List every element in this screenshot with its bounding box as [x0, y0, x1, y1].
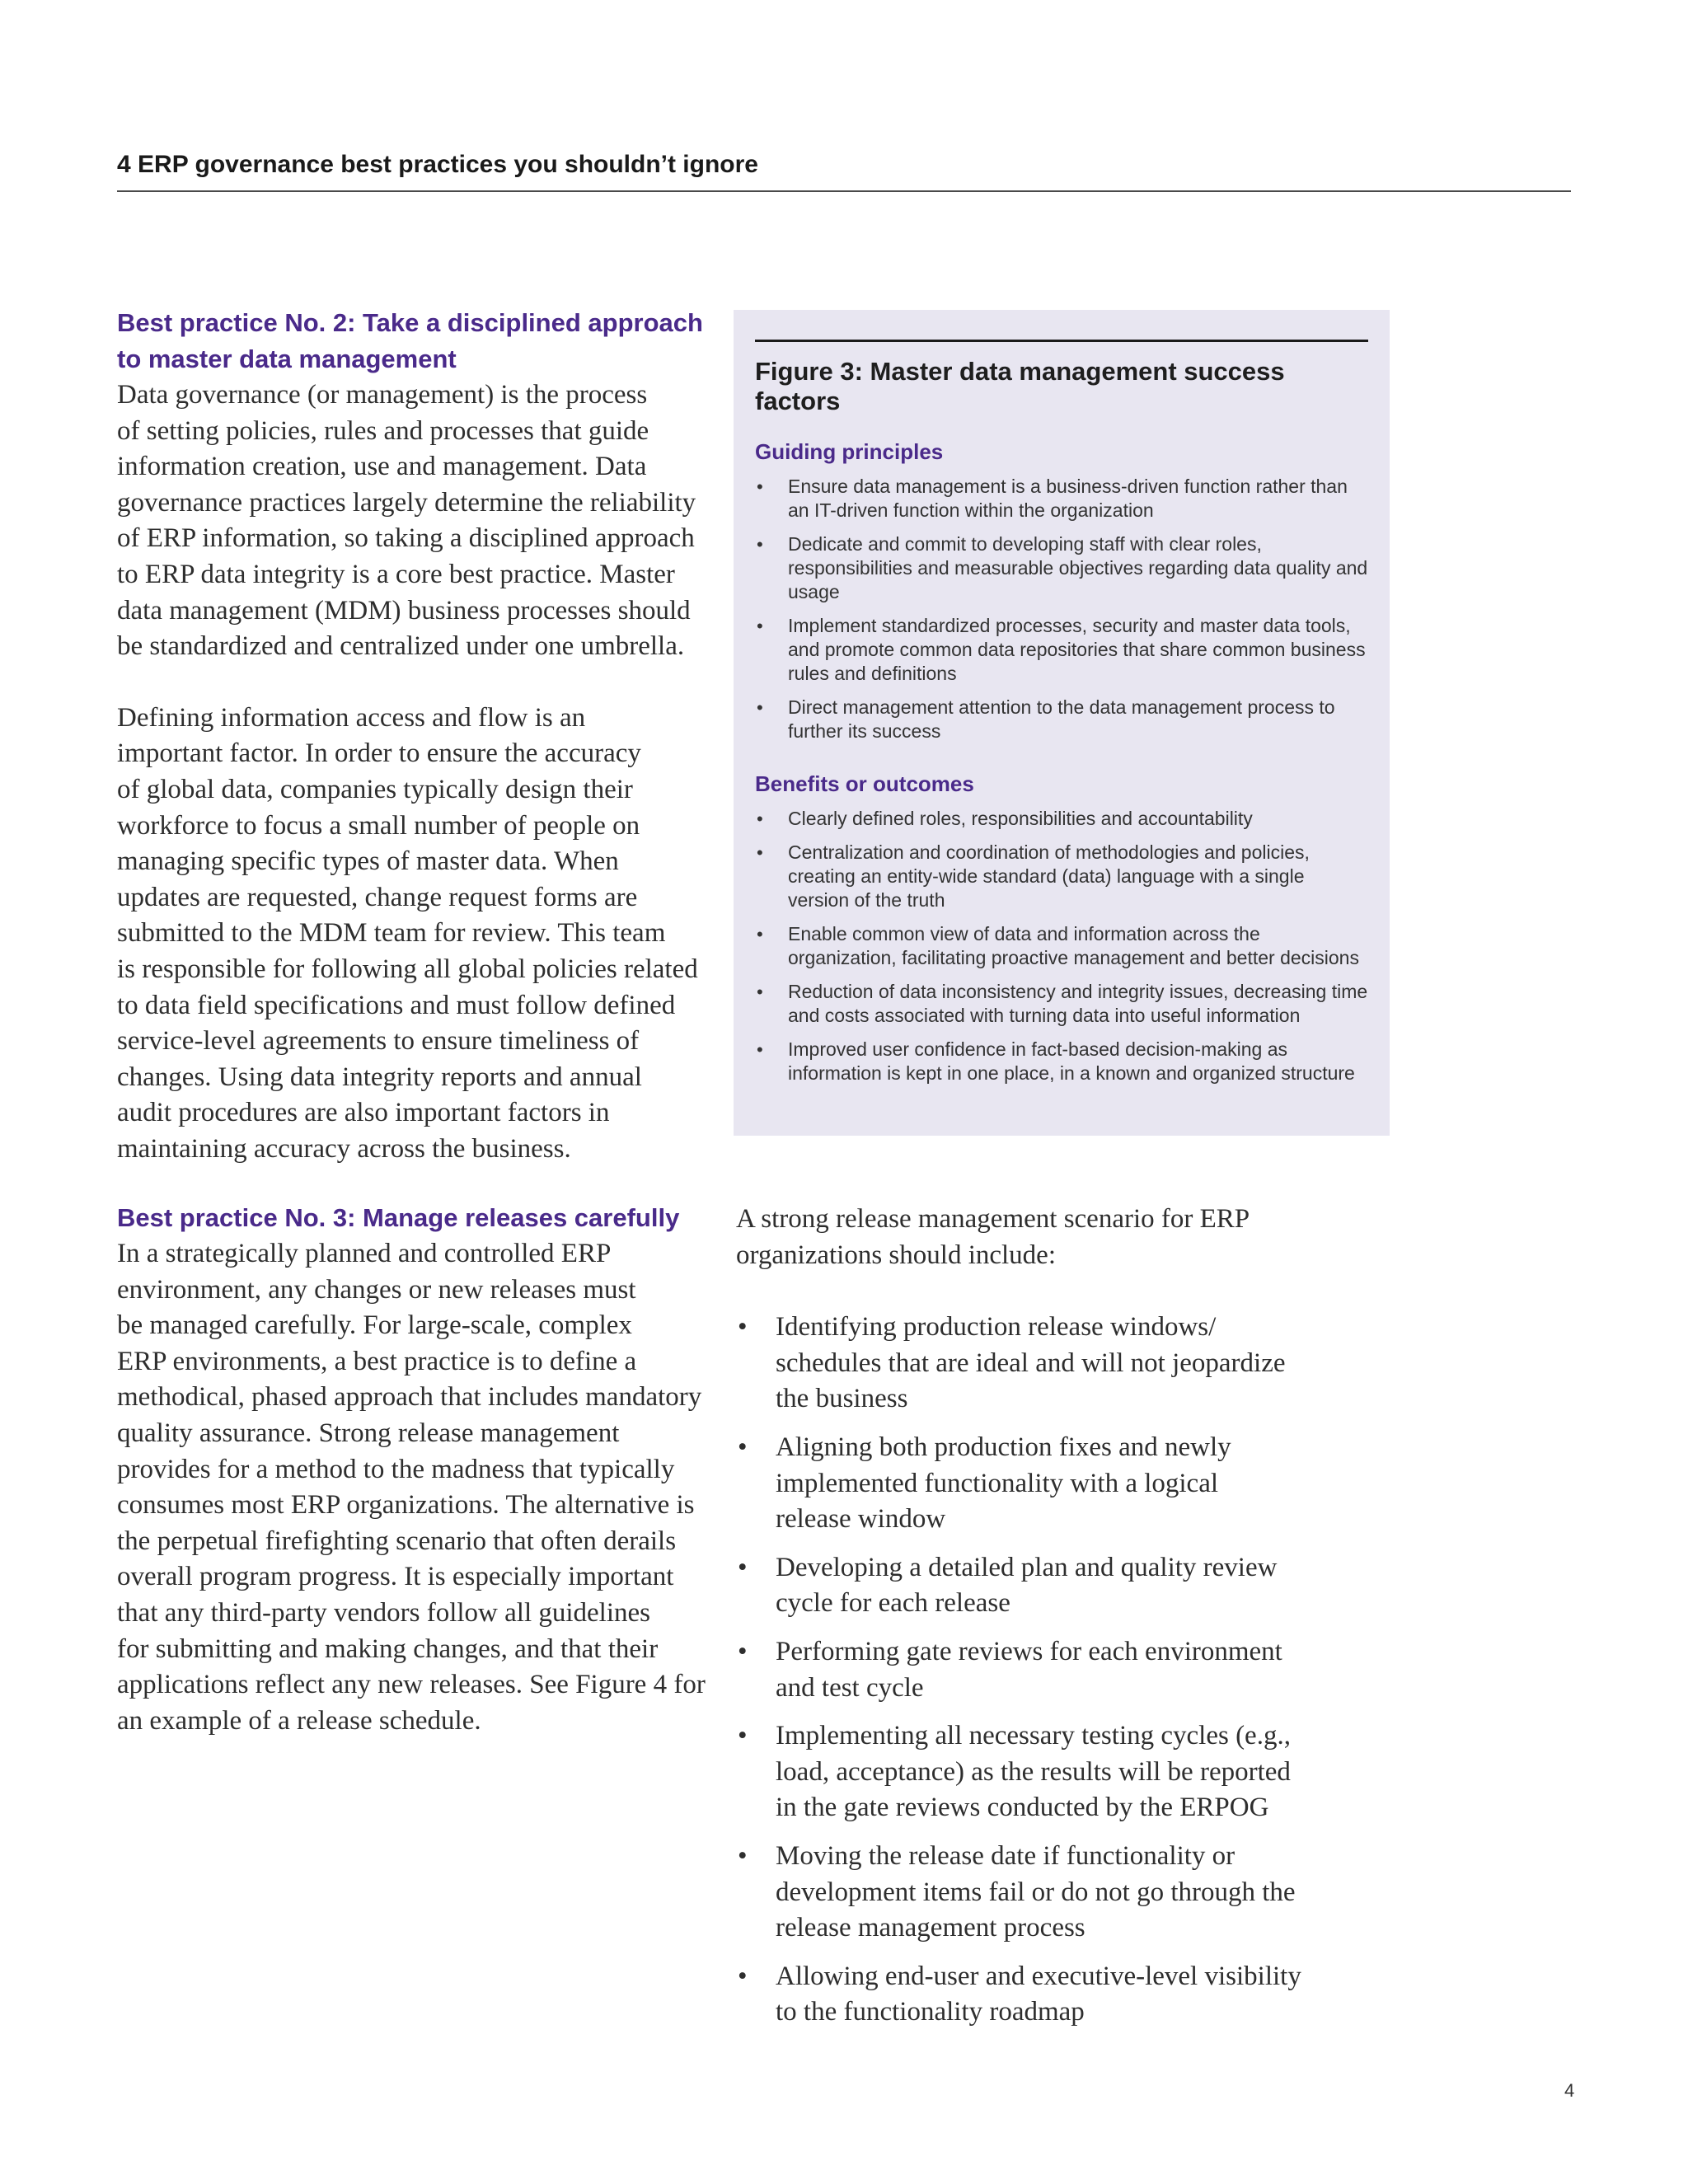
text-line: ERP environments, a best practice is to define a	[117, 1346, 637, 1376]
bullet-icon: •	[738, 1721, 748, 1751]
guiding-principles-list	[755, 475, 1368, 743]
text-line: service-level agreements to ensure timeliness of	[117, 1026, 640, 1057]
list-item	[736, 1430, 1346, 1538]
text-line: in the gate reviews conducted by the ERPOG	[776, 1793, 1269, 1823]
page-number: 4	[1564, 2080, 1575, 2101]
text-line: to the functionality roadmap	[776, 1997, 1085, 2027]
release-intro	[736, 1202, 1346, 1273]
list-item-text: Implement standardized processes, security and master data tools, and promote common data repositories that share common business rules and definitions	[788, 615, 1366, 684]
list-item	[755, 532, 1368, 604]
text-line: to data field specifications and must follow defined	[117, 990, 676, 1020]
text-line: organizations should include:	[736, 1240, 1056, 1270]
bullet-icon: •	[757, 982, 763, 1002]
figure-3-title: Figure 3: Master data management success factors	[755, 357, 1285, 415]
best-practice-3-section	[117, 1200, 710, 1739]
text-line: Performing gate reviews for each environment	[776, 1636, 1282, 1666]
header-divider	[117, 190, 1571, 192]
bullet-icon: •	[757, 476, 763, 497]
bullet-icon: •	[738, 1840, 748, 1871]
bullet-icon: •	[757, 842, 763, 863]
text-line: environment, any changes or new releases must	[117, 1274, 636, 1305]
text-line: Aligning both production fixes and newly	[776, 1432, 1231, 1462]
list-item	[736, 1310, 1346, 1418]
text-line: Defining information access and flow is an	[117, 702, 586, 733]
list-item	[736, 1634, 1346, 1706]
list-item-text: Reduction of data inconsistency and integrity issues, decreasing time and costs associated with turning data into useful information	[788, 981, 1368, 1026]
text-line: updates are requested, change request forms are	[117, 882, 638, 912]
list-item	[755, 980, 1368, 1028]
best-practice-2-heading-line-1: Best practice No. 2: Take a disciplined approach	[117, 308, 703, 337]
text-line: overall program progress. It is especially important	[117, 1562, 674, 1592]
text-line: workforce to focus a small number of people on	[117, 810, 640, 841]
text-line: governance practices largely determine the reliability	[117, 487, 696, 518]
figure-3-box	[734, 310, 1390, 1136]
text-line: and test cycle	[776, 1672, 924, 1703]
best-practice-2-paragraph-1	[117, 377, 710, 665]
text-line: managing specific types of master data. When	[117, 846, 619, 877]
list-item	[736, 1550, 1346, 1622]
text-line: schedules that are ideal and will not jeopardize	[776, 1347, 1286, 1378]
bullet-icon: •	[738, 1961, 748, 1991]
text-line: Implementing all necessary testing cycles (e.g.,	[776, 1721, 1291, 1751]
text-line: Identifying production release windows/	[776, 1312, 1217, 1343]
text-line: of setting policies, rules and processes that guide	[117, 415, 649, 446]
text-line: load, acceptance) as the results will be reported	[776, 1756, 1291, 1787]
best-practice-2-heading-line-2: to master data management	[117, 344, 457, 373]
text-line: changes. Using data integrity reports and annual	[117, 1062, 642, 1092]
text-line: that any third-party vendors follow all guidelines	[117, 1597, 651, 1628]
list-item	[755, 614, 1368, 686]
text-line: methodical, phased approach that includes mandatory	[117, 1382, 702, 1413]
list-item	[755, 475, 1368, 523]
text-line: important factor. In order to ensure the accuracy	[117, 738, 641, 769]
list-item	[755, 696, 1368, 743]
list-item	[755, 1038, 1368, 1085]
best-practice-3-paragraph	[117, 1236, 710, 1739]
text-line: audit procedures are also important factors in	[117, 1098, 610, 1128]
text-line: the business	[776, 1384, 908, 1414]
text-line: release window	[776, 1504, 946, 1535]
text-line: release management process	[776, 1913, 1085, 1943]
page-header-title: 4 ERP governance best practices you shouldn’t ignore	[117, 151, 758, 178]
text-line: quality assurance. Strong release management	[117, 1418, 620, 1448]
list-item	[736, 1959, 1346, 2031]
text-line: of ERP information, so taking a disciplined approach	[117, 523, 695, 554]
bullet-icon: •	[738, 1552, 748, 1582]
text-line: maintaining accuracy across the business.	[117, 1133, 571, 1164]
text-line: is responsible for following all global policies related	[117, 954, 698, 984]
bullet-icon: •	[757, 616, 763, 636]
list-item-text: Dedicate and commit to developing staff with clear roles, responsibilities and measurable objectives regarding data quality and usage	[788, 533, 1368, 602]
bullet-icon: •	[757, 808, 763, 829]
text-line: of global data, companies typically design their	[117, 774, 633, 804]
text-line: information creation, use and management. Data	[117, 452, 647, 482]
text-line: applications reflect any new releases. See Figure 4 for	[117, 1670, 706, 1700]
bullet-icon: •	[738, 1312, 748, 1343]
list-item	[755, 841, 1368, 912]
list-item	[755, 807, 1368, 831]
text-line: implemented functionality with a logical	[776, 1468, 1219, 1498]
text-line: be standardized and centralized under one umbrella.	[117, 631, 685, 662]
text-line: development items fail or do not go through the	[776, 1877, 1296, 1907]
text-line: to ERP data integrity is a core best practice. Master	[117, 559, 675, 589]
text-line: Allowing end-user and executive-level visibility	[776, 1961, 1301, 1991]
text-line: Developing a detailed plan and quality review	[776, 1552, 1278, 1582]
text-line: be managed carefully. For large-scale, complex	[117, 1310, 632, 1341]
list-item	[736, 1839, 1346, 1947]
benefits-outcomes-list	[755, 807, 1368, 1085]
list-item-text: Clearly defined roles, responsibilities and accountability	[788, 808, 1253, 829]
text-line: provides for a method to the madness that typically	[117, 1454, 675, 1484]
best-practice-3-heading: Best practice No. 3: Manage releases carefully	[117, 1203, 680, 1232]
list-item	[755, 922, 1368, 970]
list-item-text: Centralization and coordination of methodologies and policies, creating an entity-wide standard (data) language with a single version of the truth	[788, 841, 1310, 911]
text-line: data management (MDM) business processes should	[117, 595, 691, 626]
list-item-text: Ensure data management is a business-driven function rather than an IT-driven function within the organization	[788, 476, 1348, 521]
text-line: consumes most ERP organizations. The alternative is	[117, 1490, 695, 1521]
guiding-principles-heading: Guiding principles	[755, 439, 944, 464]
bullet-icon: •	[738, 1636, 748, 1666]
release-list	[736, 1310, 1346, 2031]
best-practice-2-paragraph-2	[117, 701, 710, 1168]
bullet-icon: •	[738, 1432, 748, 1462]
text-line: In a strategically planned and controlled ERP	[117, 1239, 612, 1268]
text-line: submitted to the MDM team for review. This team	[117, 918, 666, 949]
best-practice-2-section	[117, 305, 710, 1167]
text-line: Moving the release date if functionality or	[776, 1840, 1236, 1871]
bullet-icon: •	[757, 697, 763, 718]
bullet-icon: •	[757, 1039, 763, 1060]
figure-top-rule	[755, 340, 1368, 342]
text-line: an example of a release schedule.	[117, 1705, 481, 1736]
text-line: Data governance (or management) is the process	[117, 380, 648, 410]
bullet-icon: •	[757, 924, 763, 944]
text-line: cycle for each release	[776, 1588, 1010, 1619]
text-line: the perpetual firefighting scenario that often derails	[117, 1526, 677, 1556]
list-item-text: Direct management attention to the data management process to further its success	[788, 696, 1335, 742]
bullet-icon: •	[757, 534, 763, 555]
text-line: A strong release management scenario for ERP	[736, 1204, 1250, 1234]
list-item-text: Improved user confidence in fact-based decision-making as information is kept in one place, in a known and organized structure	[788, 1038, 1355, 1084]
list-item	[736, 1718, 1346, 1826]
benefits-outcomes-heading: Benefits or outcomes	[755, 771, 974, 796]
release-management-section	[736, 1202, 1346, 2043]
list-item-text: Enable common view of data and information across the organization, facilitating proactive management and better decisions	[788, 923, 1359, 968]
text-line: for submitting and making changes, and that their	[117, 1633, 659, 1664]
